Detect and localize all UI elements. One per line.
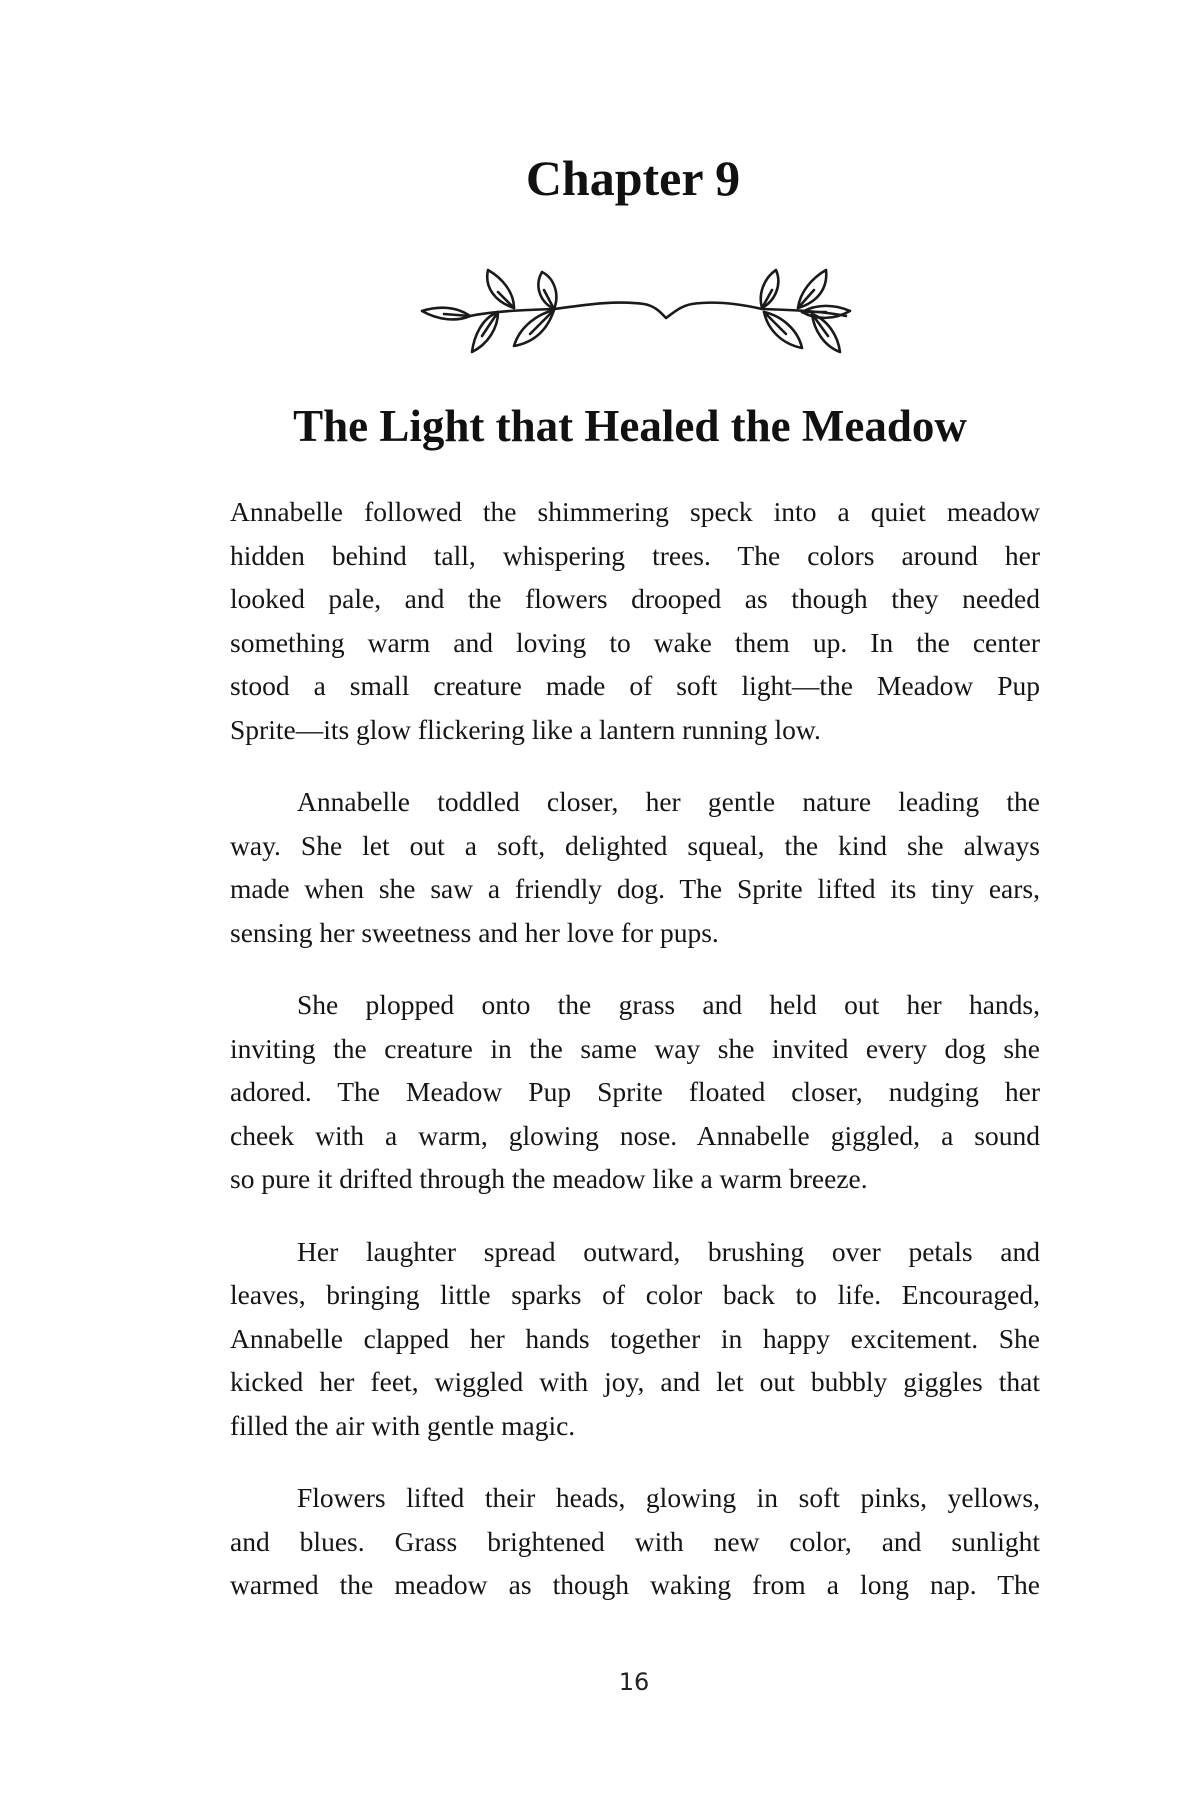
text-line: Annabelle toddled closer, her gentle nature leading the <box>297 786 1040 817</box>
paragraph <box>230 1476 1040 1607</box>
text-line: inviting the creature in the same way she invited every dog she <box>230 1032 1040 1064</box>
text-line: adored. The Meadow Pup Sprite floated closer, nudging her <box>230 1076 1040 1107</box>
paragraph <box>230 490 1040 751</box>
paragraph <box>230 780 1040 954</box>
chapter-label: Chapter 9 <box>525 150 741 206</box>
chapter-body <box>230 490 1040 1636</box>
text-line: leaves, bringing little sparks of color back to life. Encouraged, <box>230 1279 1040 1310</box>
text-line: kicked her feet, wiggled with joy, and let out bubbly giggles that <box>230 1366 1040 1397</box>
text-line: She plopped onto the grass and held out her hands, <box>297 989 1040 1020</box>
text-line: Her laughter spread outward, brushing over petals and <box>297 1235 1040 1267</box>
text-line: and blues. Grass brightened with new color, and sunlight <box>230 1525 1040 1557</box>
laurel-branch-divider-icon <box>414 256 856 356</box>
text-line: filled the air with gentle magic. <box>230 1409 576 1441</box>
paragraph <box>230 1230 1040 1448</box>
text-line: Sprite—its glow flickering like a lantern running low. <box>230 713 821 745</box>
text-line: looked pale, and the flowers drooped as though they needed <box>230 583 1040 614</box>
paragraph <box>230 983 1040 1201</box>
text-line: Flowers lifted their heads, glowing in soft pinks, yellows, <box>297 1482 1040 1513</box>
text-line: cheek with a warm, glowing nose. Annabelle giggled, a sound <box>230 1119 1040 1151</box>
text-line: way. She let out a soft, delighted squeal, the kind she always <box>230 829 1040 861</box>
page-number: 16 <box>618 1668 650 1696</box>
text-line: sensing her sweetness and her love for pups. <box>230 916 719 948</box>
text-line: Annabelle followed the shimmering speck into a quiet meadow <box>230 496 1040 527</box>
text-line: something warm and loving to wake them up. In the center <box>230 626 1040 658</box>
text-line: Annabelle clapped her hands together in happy excitement. She <box>230 1322 1040 1354</box>
chapter-title: The Light that Healed the Meadow <box>293 401 967 451</box>
text-line: so pure it drifted through the meadow like a warm breeze. <box>230 1163 868 1194</box>
text-line: stood a small creature made of soft light—the Meadow Pup <box>230 670 1040 701</box>
text-line: made when she saw a friendly dog. The Sprite lifted its tiny ears, <box>230 873 1040 904</box>
text-line: hidden behind tall, whispering trees. The colors around her <box>230 539 1040 571</box>
text-line: warmed the meadow as though waking from a long nap. The <box>230 1569 1040 1600</box>
